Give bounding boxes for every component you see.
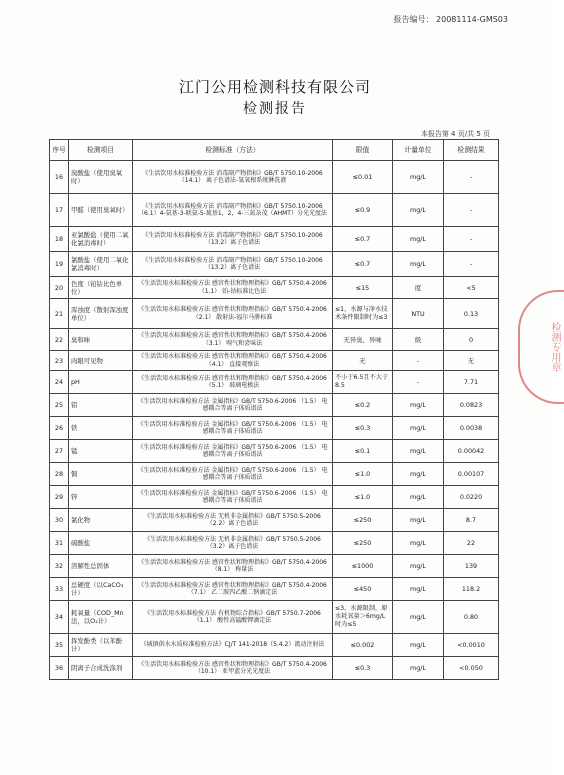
row-no: 25	[50, 394, 69, 417]
row-unit: mg/L	[393, 532, 444, 555]
row-item: 肉眼可见物	[69, 351, 133, 371]
row-result: 139	[444, 555, 499, 578]
table-header-row	[50, 140, 499, 161]
row-limit: ≤1000	[333, 555, 393, 578]
row-unit: 度	[393, 277, 444, 299]
row-item: 氯化物	[69, 509, 133, 532]
row-result: 无	[444, 351, 499, 371]
row-no: 26	[50, 417, 69, 440]
col-header-item: 检测项目	[69, 140, 133, 161]
row-standard: 《生活饮用水标准检验方法 无机非金属指标》GB/T 5750.5-2006（2.2）离子色谱法	[133, 509, 333, 532]
row-limit: 无异臭、异味	[333, 329, 393, 351]
row-item: 铜	[69, 463, 133, 486]
row-unit: mg/L	[393, 227, 444, 252]
table-row	[50, 351, 499, 371]
stamp-text: 检测专用章	[549, 322, 560, 372]
row-item: 氯酸盐（使用二氧化氯消毒时）	[69, 252, 133, 277]
table-row	[50, 277, 499, 299]
row-unit: mg/L	[393, 634, 444, 657]
row-standard: 《生活饮用水标准检验方法 感官性状和物理指标》GB/T 5750.4-2006 （10.1） 亚甲蓝分光光度法	[133, 657, 333, 680]
table-row	[50, 227, 499, 252]
table-row	[50, 634, 499, 657]
table-row	[50, 161, 499, 194]
col-header-unit: 计量单位	[393, 140, 444, 161]
row-standard: 《生活饮用水标准检验方法 消毒副产物指标》GB/T 5750.10-2006 （13.2）离子色谱法	[133, 252, 333, 277]
row-item: 溶解性总固体	[69, 555, 133, 578]
row-result: -	[444, 252, 499, 277]
row-item: 阴离子合成洗涤剂	[69, 657, 133, 680]
row-result: 7.71	[444, 371, 499, 394]
row-unit: mg/L	[393, 161, 444, 194]
table-row	[50, 299, 499, 329]
row-unit: mg/L	[393, 601, 444, 634]
row-item: 色度（铂钴比色单位）	[69, 277, 133, 299]
row-no: 34	[50, 601, 69, 634]
row-result: 0.0220	[444, 486, 499, 509]
row-item: 总硬度（以CaCO₃计）	[69, 578, 133, 601]
row-no: 33	[50, 578, 69, 601]
row-standard: 《生活饮用水标准检验方法 感官性状和物理指标》GB/T 5750.4-2006 （7.1） 乙二胺四乙酸二钠滴定法	[133, 578, 333, 601]
row-unit: mg/L	[393, 509, 444, 532]
row-unit: mg/L	[393, 440, 444, 463]
row-unit: mg/L	[393, 578, 444, 601]
test-results-table	[49, 139, 499, 680]
table-row	[50, 194, 499, 227]
row-result: 0.0823	[444, 394, 499, 417]
row-result: 0.00107	[444, 463, 499, 486]
row-standard: 《生活饮用水标准检验方法 金属指标》GB/T 5750.6-2006 （1.5） 电感耦合等离子体质谱法	[133, 463, 333, 486]
row-item: 锌	[69, 486, 133, 509]
row-no: 31	[50, 532, 69, 555]
row-no: 24	[50, 371, 69, 394]
table-row	[50, 417, 499, 440]
row-no: 17	[50, 194, 69, 227]
row-limit: ≤1.0	[333, 463, 393, 486]
row-result: -	[444, 227, 499, 252]
row-unit: mg/L	[393, 394, 444, 417]
row-limit: ≤3，水源限制，原水耗氧量＞6mg/L时为≤5	[333, 601, 393, 634]
row-no: 20	[50, 277, 69, 299]
row-standard: 《生活饮用水标准检验方法 金属指标》GB/T 5750.6-2006 （1.5） 电感耦合等离子体质谱法	[133, 486, 333, 509]
row-limit: ≤0.2	[333, 394, 393, 417]
row-result: 0.80	[444, 601, 499, 634]
row-unit: mg/L	[393, 417, 444, 440]
row-limit: ≤450	[333, 578, 393, 601]
row-limit: ≤0.9	[333, 194, 393, 227]
row-limit: ≤0.01	[333, 161, 393, 194]
row-result: -	[444, 194, 499, 227]
row-standard: 《生活饮用水标准检验方法 有机物综合指标》GB/T 5750.7-2006 （1.1） 酸性高锰酸钾滴定法	[133, 601, 333, 634]
row-result: -	[444, 161, 499, 194]
row-unit: mg/L	[393, 194, 444, 227]
row-unit: mg/L	[393, 486, 444, 509]
row-unit: mg/L	[393, 555, 444, 578]
row-unit: mg/L	[393, 657, 444, 680]
row-item: 耗氧量（COD_Mn法，以O₂计）	[69, 601, 133, 634]
row-limit: 无	[333, 351, 393, 371]
row-standard: 《生活饮用水标准检验方法 金属指标》GB/T 5750.6-2006 （1.5） 电感耦合等离子体质谱法	[133, 394, 333, 417]
row-limit: ≤250	[333, 532, 393, 555]
official-stamp	[518, 290, 564, 404]
row-result: <0.050	[444, 657, 499, 680]
row-standard: 《生活饮用水标准检验方法 消毒副产物指标》GB/T 5750.10-2006 （13.2）离子色谱法	[133, 227, 333, 252]
report-number: 报告编号： 20081114-GMS03	[393, 15, 508, 24]
col-header-result: 检测结果	[444, 140, 499, 161]
row-item: 溴酸盐（使用臭氧时）	[69, 161, 133, 194]
row-unit: 级	[393, 329, 444, 351]
row-unit: mg/L	[393, 252, 444, 277]
row-limit: ≤1.0	[333, 486, 393, 509]
row-no: 22	[50, 329, 69, 351]
row-limit: 不小于6.5且不大于8.5	[333, 371, 393, 394]
row-limit: ≤0.7	[333, 252, 393, 277]
col-header-standard: 检测标准（方法）	[133, 140, 333, 161]
row-result: <0.0010	[444, 634, 499, 657]
table-row	[50, 532, 499, 555]
row-item: pH	[69, 371, 133, 394]
row-no: 30	[50, 509, 69, 532]
row-standard: 《生活饮用水标准检验方法 感官性状和物理指标》GB/T 5750.4-2006 （5.1） 玻璃电极法	[133, 371, 333, 394]
row-item: 锰	[69, 440, 133, 463]
row-item: 铁	[69, 417, 133, 440]
row-standard: 《城镇供水水质标准检验方法》CJ/T 141-2018（5.4.2）流动注射法	[133, 634, 333, 657]
row-no: 18	[50, 227, 69, 252]
row-item: 铝	[69, 394, 133, 417]
table-row	[50, 486, 499, 509]
row-standard: 《生活饮用水标准检验方法 金属指标》GB/T 5750.6-2006 （1.5） 电感耦合等离子体质谱法	[133, 440, 333, 463]
row-item: 浑浊度（散射浑浊度单位）	[69, 299, 133, 329]
table-row	[50, 578, 499, 601]
row-result: 8.7	[444, 509, 499, 532]
row-unit: -	[393, 371, 444, 394]
table-row	[50, 394, 499, 417]
row-item: 臭和味	[69, 329, 133, 351]
row-limit: ≤15	[333, 277, 393, 299]
row-standard: 《生活饮用水标准检验方法 消毒副产物指标》GB/T 5750.10-2006 （6.1）4-氨基-3-联氨-5-巯基1，2，4-三氮杂茂（AHMT）分光光度法	[133, 194, 333, 227]
table-row	[50, 371, 499, 394]
table-row	[50, 509, 499, 532]
row-no: 28	[50, 463, 69, 486]
table-row	[50, 252, 499, 277]
row-item: 挥发酚类（以苯酚计）	[69, 634, 133, 657]
row-item: 亚氯酸盐（使用二氧化氯消毒时）	[69, 227, 133, 252]
row-no: 36	[50, 657, 69, 680]
row-item: 硫酸盐	[69, 532, 133, 555]
row-limit: ≤0.002	[333, 634, 393, 657]
row-limit: ≤1，水源与净水技术条件限制时为≤3	[333, 299, 393, 329]
company-name: 江门公用检测科技有限公司	[178, 78, 371, 96]
row-no: 35	[50, 634, 69, 657]
row-limit: ≤0.3	[333, 657, 393, 680]
row-limit: ≤0.7	[333, 227, 393, 252]
row-limit: ≤250	[333, 509, 393, 532]
row-result: 118.2	[444, 578, 499, 601]
row-standard: 《生活饮用水标准检验方法 消毒副产物指标》GB/T 5750.10-2006 （14.1） 离子色谱法-氢氧根系统淋洗液	[133, 161, 333, 194]
row-item: 甲醛（使用臭氧时）	[69, 194, 133, 227]
row-standard: 《生活饮用水标准检验方法 感官性状和物理指标》GB/T 5750.4-2006 （4.1） 直接观察法	[133, 351, 333, 371]
table-row	[50, 601, 499, 634]
page-indicator: 本报告第 4 页/共 5 页	[420, 130, 490, 138]
table-row	[50, 657, 499, 680]
row-no: 16	[50, 161, 69, 194]
row-no: 32	[50, 555, 69, 578]
table-row	[50, 329, 499, 351]
table-row	[50, 440, 499, 463]
row-no: 21	[50, 299, 69, 329]
row-standard: 《生活饮用水标准检验方法 金属指标》GB/T 5750.6-2006 （1.5） 电感耦合等离子体质谱法	[133, 417, 333, 440]
document-title: 检测报告	[243, 101, 307, 117]
row-result: 0.0038	[444, 417, 499, 440]
row-result: <5	[444, 277, 499, 299]
table-row	[50, 555, 499, 578]
row-result: 0	[444, 329, 499, 351]
row-standard: 《生活饮用水标准检验方法 感官性状和物理指标》GB/T 5750.4-2006 （1.1） 铂-钴标准比色法	[133, 277, 333, 299]
table-row	[50, 463, 499, 486]
row-result: 0.00042	[444, 440, 499, 463]
row-standard: 《生活饮用水标准检验方法 感官性状和物理指标》GB/T 5750.4-2006 （2.1） 散射法-福尔马肼标准	[133, 299, 333, 329]
col-header-limit: 限值	[333, 140, 393, 161]
row-no: 29	[50, 486, 69, 509]
row-unit: NTU	[393, 299, 444, 329]
row-unit: mg/L	[393, 463, 444, 486]
row-limit: ≤0.1	[333, 440, 393, 463]
row-no: 19	[50, 252, 69, 277]
row-unit: -	[393, 351, 444, 371]
row-standard: 《生活饮用水标准检验方法 感官性状和物理指标》GB/T 5750.4-2006 （8.1） 称量法	[133, 555, 333, 578]
row-no: 27	[50, 440, 69, 463]
col-header-no: 序号	[50, 140, 69, 161]
row-result: 22	[444, 532, 499, 555]
row-standard: 《生活饮用水标准检验方法 感官性状和物理指标》GB/T 5750.4-2006 （3.1） 嗅气和尝味法	[133, 329, 333, 351]
row-limit: ≤0.3	[333, 417, 393, 440]
row-no: 23	[50, 351, 69, 371]
row-standard: 《生活饮用水标准检验方法 无机非金属指标》GB/T 5750.5-2006（3.2）离子色谱法	[133, 532, 333, 555]
row-result: 0.13	[444, 299, 499, 329]
